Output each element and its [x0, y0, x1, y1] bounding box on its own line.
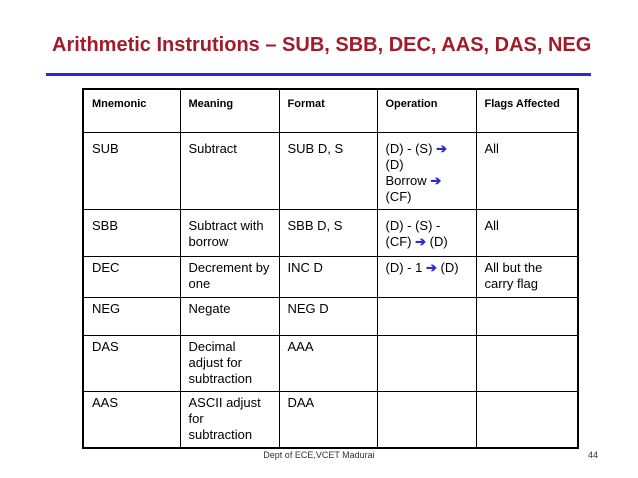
cell-flags: [476, 392, 578, 449]
cell-format: SUB D, S: [279, 133, 377, 210]
header-format: Format: [279, 89, 377, 133]
slide-footer: Dept of ECE,VCET Madurai: [263, 450, 375, 460]
cell-mnemonic: AAS: [83, 392, 180, 449]
cell-operation: [377, 336, 476, 392]
cell-format: SBB D, S: [279, 210, 377, 257]
header-flags: Flags Affected: [476, 89, 578, 133]
operation-text: (D): [429, 234, 448, 249]
instruction-table: [82, 88, 579, 449]
cell-flags: All but the carry flag: [476, 257, 578, 298]
cell-meaning: Decimal adjust for subtraction: [180, 336, 279, 392]
page-number: 44: [588, 450, 599, 460]
cell-operation: [377, 257, 476, 298]
arrow-right-icon: ➔: [436, 141, 447, 156]
cell-operation: [377, 392, 476, 449]
table-row-neg: [83, 298, 578, 336]
operation-text: (D) - (S) - (CF): [385, 218, 441, 249]
operation-text: (CF): [385, 189, 412, 204]
table-header-row: [83, 89, 578, 133]
cell-flags: [476, 298, 578, 336]
cell-meaning: Subtract: [180, 133, 279, 210]
cell-flags: All: [476, 210, 578, 257]
cell-meaning: ASCII adjust for subtraction: [180, 392, 279, 449]
cell-operation: [377, 298, 476, 336]
operation-text: (D): [440, 260, 459, 275]
cell-mnemonic: SBB: [83, 210, 180, 257]
arrow-right-icon: ➔: [430, 173, 442, 188]
cell-mnemonic: DEC: [83, 257, 180, 298]
cell-operation: [377, 210, 476, 257]
operation-text: (D): [385, 157, 404, 172]
table-row-dec: [83, 257, 578, 298]
slide-title: Arithmetic Instrutions – SUB, SBB, DEC, AAS, DAS, NEG: [52, 34, 592, 56]
cell-format: INC D: [279, 257, 377, 298]
operation-text: Borrow: [385, 173, 427, 188]
cell-meaning: Negate: [180, 298, 279, 336]
header-mnemonic: Mnemonic: [83, 89, 180, 133]
title-underline: [46, 73, 591, 76]
cell-format: NEG D: [279, 298, 377, 336]
cell-operation: [377, 133, 476, 210]
cell-mnemonic: SUB: [83, 133, 180, 210]
operation-text: (D) - (S): [385, 141, 433, 156]
arrow-right-icon: ➔: [415, 234, 427, 249]
operation-text: (D) - 1: [385, 260, 423, 275]
table-row-das: [83, 336, 578, 392]
arrow-right-icon: ➔: [425, 260, 437, 275]
header-meaning: Meaning: [180, 89, 279, 133]
cell-mnemonic: NEG: [83, 298, 180, 336]
cell-meaning: Decrement by one: [180, 257, 279, 298]
table-row-aas: [83, 392, 578, 449]
header-operation: Operation: [377, 89, 476, 133]
cell-meaning: Subtract with borrow: [180, 210, 279, 257]
cell-format: DAA: [279, 392, 377, 449]
table-row-sbb: [83, 210, 578, 257]
cell-mnemonic: DAS: [83, 336, 180, 392]
table-row-sub: [83, 133, 578, 210]
cell-flags: All: [476, 133, 578, 210]
cell-format: AAA: [279, 336, 377, 392]
cell-flags: [476, 336, 578, 392]
